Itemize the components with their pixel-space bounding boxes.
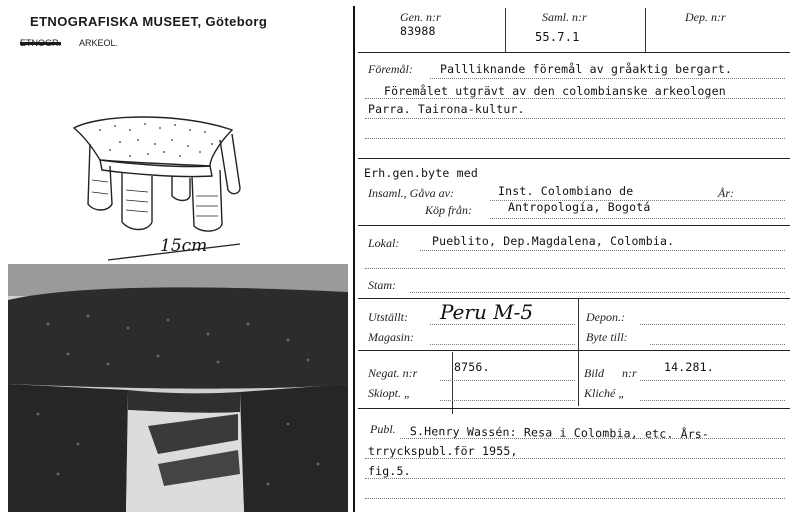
dots-16 xyxy=(440,400,575,401)
foremal-line-3: Parra. Tairona-kultur. xyxy=(368,102,525,116)
lokal-value: Pueblito, Dep.Magdalena, Colombia. xyxy=(432,234,675,248)
dots-12 xyxy=(430,344,575,345)
dots-11 xyxy=(640,324,785,325)
saml-nr-value: 55.7.1 xyxy=(535,30,580,44)
bild-nr-label: n:r xyxy=(622,366,637,380)
utstallt-value: Peru M-5 xyxy=(440,300,534,324)
publ-label: Publ. xyxy=(370,422,396,436)
magasin-label: Magasin: xyxy=(368,330,414,344)
negat-label: Negat. n:r xyxy=(368,366,418,380)
dots-8 xyxy=(365,268,785,269)
dots-7 xyxy=(420,250,785,251)
dots-18 xyxy=(400,438,785,439)
rule-4 xyxy=(358,298,790,299)
card-divider xyxy=(353,6,355,512)
negat-value: 8756. xyxy=(454,360,490,374)
dots-10 xyxy=(430,324,575,325)
rule-top xyxy=(358,52,790,53)
dots-20 xyxy=(365,478,785,479)
dots-19 xyxy=(365,458,785,459)
scale-note: 15cm xyxy=(160,236,208,256)
negat-divider xyxy=(452,352,453,414)
byte-till-label: Byte till: xyxy=(586,330,628,344)
stam-label: Stam: xyxy=(368,278,396,292)
dots-9 xyxy=(410,292,785,293)
foremal-line-2: Föremålet utgrävt av den colombianske arkeologen xyxy=(384,84,726,98)
rule-2 xyxy=(358,158,790,159)
gen-nr-value: 83988 xyxy=(400,24,436,38)
dots-5 xyxy=(490,200,785,201)
kop-value: Antropología, Bogotá xyxy=(508,200,651,214)
department-line xyxy=(20,38,118,48)
dots-6 xyxy=(490,218,785,219)
foremal-label: Föremål: xyxy=(368,62,413,76)
rule-5 xyxy=(358,350,790,351)
department-label: ARKEOL. xyxy=(79,38,119,48)
publ-line-2: trryckspubl.för 1955, xyxy=(368,444,518,458)
saml-nr-label: Saml. n:r xyxy=(542,10,587,24)
kop-label: Köp från: xyxy=(425,203,473,217)
top-col-divider-1 xyxy=(505,8,506,52)
publ-line-3: fig.5. xyxy=(368,464,411,478)
mid-divider-2 xyxy=(578,350,579,406)
dots-4 xyxy=(365,138,785,139)
bild-value: 14.281. xyxy=(664,360,714,374)
dots-3 xyxy=(365,118,785,119)
department-struck: ETNOGR. xyxy=(20,38,62,48)
skiopt-label: Skiopt. „ xyxy=(368,386,411,400)
stool-drawing xyxy=(60,100,250,240)
dots-1 xyxy=(430,78,785,79)
publ-line-1: S.Henry Wassén: Resa i Colombia, etc. Års- xyxy=(409,424,710,442)
foremal-line-1: Pallliknande föremål av gråaktig bergart. xyxy=(440,62,733,76)
dots-21 xyxy=(365,498,785,499)
museum-header: ETNOGRAFISKA MUSEET, Göteborg xyxy=(30,14,268,29)
lokal-label: Lokal: xyxy=(368,236,400,250)
erh-gen-byte: Erh.gen.byte med xyxy=(364,166,478,180)
insaml-value: Inst. Colombiano de xyxy=(498,184,634,198)
bild-label: Bild xyxy=(584,366,604,380)
dots-13 xyxy=(650,344,785,345)
dots-14 xyxy=(440,380,575,381)
top-col-divider-2 xyxy=(645,8,646,52)
utstallt-label: Utställt: xyxy=(368,310,409,324)
rule-6 xyxy=(358,408,790,409)
ar-label: År: xyxy=(718,186,734,200)
object-photo xyxy=(8,264,348,512)
gen-nr-label: Gen. n:r xyxy=(400,10,441,24)
depon-label: Depon.: xyxy=(586,310,625,324)
mid-divider-1 xyxy=(578,298,579,350)
kliche-label: Kliché „ xyxy=(584,386,625,400)
dots-17 xyxy=(640,400,785,401)
insaml-label: Insaml., Gåva av: xyxy=(368,186,454,200)
rule-3 xyxy=(358,225,790,226)
dots-15 xyxy=(640,380,785,381)
dep-nr-label: Dep. n:r xyxy=(685,10,726,24)
dots-2 xyxy=(365,98,785,99)
